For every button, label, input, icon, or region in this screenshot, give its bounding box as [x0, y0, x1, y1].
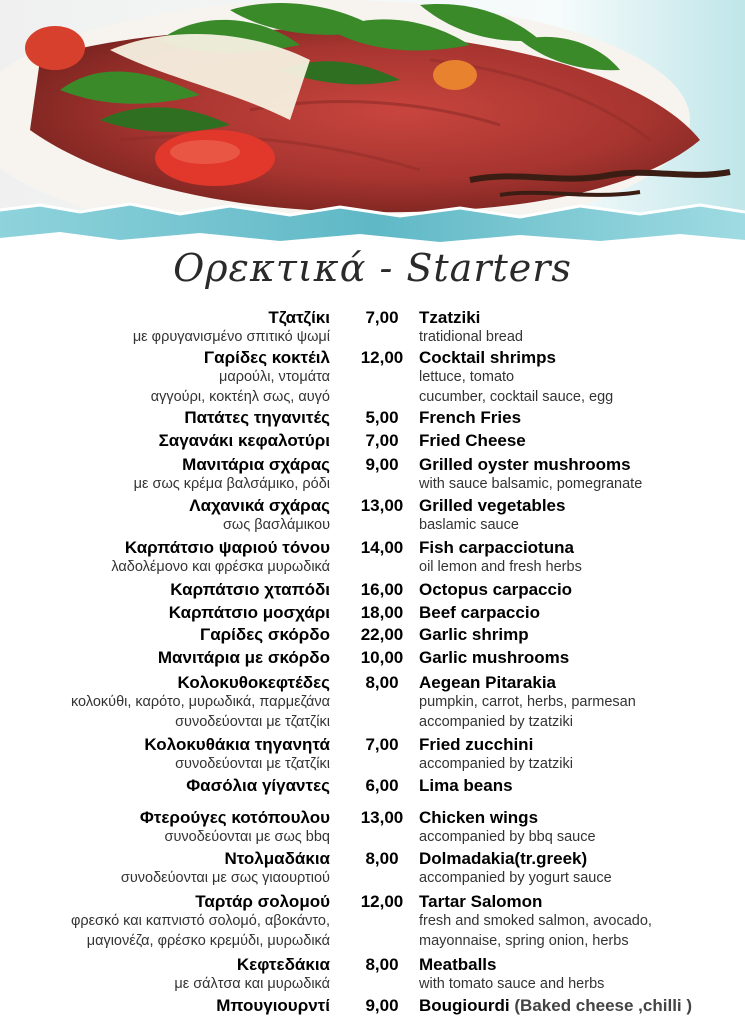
- menu-item-english-description: pumpkin, carrot, herbs, parmesan: [419, 694, 636, 710]
- menu-item-english-description: tratidional bread: [419, 329, 523, 345]
- menu-item-greek-description: μαγιονέζα, φρέσκο κρεμύδι, μυρωδικά: [86, 933, 330, 949]
- menu-item-english-description: fresh and smoked salmon, avocado,: [419, 913, 652, 929]
- menu-item-english-description: cucumber, cocktail sauce, egg: [419, 389, 614, 405]
- menu-item-greek-description: με σάλτσα και μυρωδικά: [174, 976, 330, 992]
- menu-item-price: 18,00: [360, 603, 404, 622]
- menu-item-english-description: oil lemon and fresh herbs: [419, 559, 582, 575]
- menu-item-price: 12,00: [360, 348, 404, 367]
- menu-item-price: 12,00: [360, 892, 404, 911]
- menu-item-english-description: mayonnaise, spring onion, herbs: [419, 933, 629, 949]
- menu-item-price: 13,00: [360, 808, 404, 827]
- menu-item-price: 8,00: [365, 955, 399, 974]
- page-title: Ορεκτικά - Starters: [173, 246, 572, 290]
- menu-item-english-name: Fish carpacciotuna: [419, 538, 574, 557]
- menu-item-greek-description: σως βασλάμικου: [222, 517, 330, 533]
- menu-item-english-description: baslamic sauce: [419, 517, 519, 533]
- menu-item-price: 8,00: [365, 849, 399, 868]
- menu-item-english-name: Aegean Pitarakia: [419, 673, 557, 692]
- menu-item-english-name: Grilled oyster mushrooms: [419, 455, 631, 474]
- menu-item-english-description: accompanied by tzatziki: [419, 714, 573, 730]
- menu-item-greek-description: συνοδεύονται με σως bbq: [164, 829, 330, 845]
- menu-item-greek-name: Λαχανικά σχάρας: [189, 496, 330, 515]
- menu-item-english-name: Dolmadakia(tr.greek): [419, 849, 588, 868]
- menu-item-english-name: Lima beans: [419, 776, 513, 795]
- menu-item-greek-name: Κεφτεδάκια: [236, 955, 330, 974]
- menu-item-greek-name: Γαρίδες σκόρδο: [200, 625, 330, 644]
- menu-item-greek-description: μαρούλι, ντομάτα: [219, 369, 330, 385]
- menu-item-english-description: accompanied by bbq sauce: [419, 829, 596, 845]
- menu-item-price: 7,00: [365, 431, 399, 450]
- menu-item-english-name: Meatballs: [419, 955, 497, 974]
- menu-item-price: 9,00: [365, 455, 399, 474]
- hero-food-image: [0, 0, 745, 252]
- menu-item-greek-name: Φασόλια γίγαντες: [186, 776, 330, 795]
- menu-item-price: 14,00: [360, 538, 404, 557]
- menu-item-price: 7,00: [365, 308, 399, 327]
- beef-carpaccio-photo: [0, 0, 745, 252]
- menu-item-greek-name: Πατάτες τηγανιτές: [184, 408, 330, 427]
- menu-item-english-extra: (Baked cheese ,chilli ): [514, 996, 693, 1015]
- menu-item-greek-name: Κολοκυθοκεφτέδες: [177, 673, 330, 692]
- menu-item-greek-name: Ντολμαδάκια: [224, 849, 330, 868]
- menu-item-english-name: Garlic shrimp: [419, 625, 529, 644]
- menu-item-greek-name: Τζατζίκι: [268, 308, 330, 327]
- menu-item-price: 5,00: [365, 408, 399, 427]
- menu-item-english-name: Octopus carpaccio: [419, 580, 573, 599]
- menu-item-greek-name: Γαρίδες κοκτέιλ: [203, 348, 330, 367]
- menu-item-price: 16,00: [360, 580, 404, 599]
- menu-item-greek-name: Σαγανάκι κεφαλοτύρι: [158, 431, 330, 450]
- menu-item-price: 8,00: [365, 673, 399, 692]
- menu-item-english-name: Cocktail shrimps: [419, 348, 556, 367]
- menu-item-english-name: Chicken wings: [419, 808, 539, 827]
- menu-item-greek-description: συνοδεύονται με τζατζίκι: [175, 714, 330, 730]
- menu-item-greek-description: συνοδεύονται με τζατζίκι: [175, 756, 330, 772]
- menu-item-english-description: with tomato sauce and herbs: [419, 976, 605, 992]
- menu-item-price: 6,00: [365, 776, 399, 795]
- menu-item-greek-name: Μπουγιουρντί: [216, 996, 330, 1015]
- menu-item-price: 13,00: [360, 496, 404, 515]
- menu-item-greek-description: με σως κρέμα βαλσάμικο, ρόδι: [133, 476, 330, 492]
- menu-item-greek-description: με φρυγανισμένο σπιτικό ψωμί: [132, 329, 330, 345]
- menu-item-english-description: lettuce, tomato: [419, 369, 515, 385]
- menu-item-greek-description: λαδολέμονο και φρέσκα μυρωδικά: [111, 559, 330, 575]
- menu-item-price: 22,00: [360, 625, 404, 644]
- menu-item-english-description: accompanied by tzatziki: [419, 756, 573, 772]
- menu-item-greek-name: Καρπάτσιο χταπόδι: [170, 580, 330, 599]
- menu-item-english-name: Grilled vegetables: [419, 496, 566, 515]
- menu-item-english-name: Fried Cheese: [419, 431, 526, 450]
- menu-item-english-name: Tartar Salomon: [419, 892, 543, 911]
- menu-item-greek-name: Καρπάτσιο ψαριού τόνου: [124, 538, 330, 557]
- menu-item-greek-name: Κολοκυθάκια τηγανητά: [144, 735, 330, 754]
- menu-item-english-name: Garlic mushrooms: [419, 648, 570, 667]
- menu-item-greek-name: Μανιτάρια σχάρας: [182, 455, 330, 474]
- menu-item-greek-description: φρεσκό και καπνιστό σολομό, αβοκάντο,: [70, 913, 330, 929]
- menu-item-price: 7,00: [365, 735, 399, 754]
- menu-item-english-name: Tzatziki: [419, 308, 481, 327]
- menu-item-english-name-text: Bougiourdi: [419, 996, 510, 1015]
- menu-item-greek-name: Φτερούγες κοτόπουλου: [139, 808, 330, 827]
- menu-item-greek-name: Ταρτάρ σολομού: [195, 892, 330, 911]
- menu-item-english-name: [419, 996, 692, 1016]
- menu-item-greek-name: Καρπάτσιο μοσχάρι: [168, 603, 330, 622]
- menu-item-english-description: accompanied by yogurt sauce: [419, 870, 612, 886]
- menu-item-english-name: Fried zucchini: [419, 735, 534, 754]
- menu-item-greek-description: αγγούρι, κοκτέηλ σως, αυγό: [150, 389, 330, 405]
- menu-item-greek-description: συνοδεύονται με σως γιαουρτιού: [120, 870, 330, 886]
- menu-item-price: 10,00: [360, 648, 404, 667]
- menu-item-english-description: with sauce balsamic, pomegranate: [419, 476, 643, 492]
- menu-item-price: 9,00: [365, 996, 399, 1015]
- menu-item-english-name: French Fries: [419, 408, 522, 427]
- menu-item-greek-name: Μανιτάρια με σκόρδο: [157, 648, 330, 667]
- menu-item-greek-description: κολοκύθι, καρότο, μυρωδικά, παρμεζάνα: [70, 694, 330, 710]
- menu-item-english-name: Beef carpaccio: [419, 603, 540, 622]
